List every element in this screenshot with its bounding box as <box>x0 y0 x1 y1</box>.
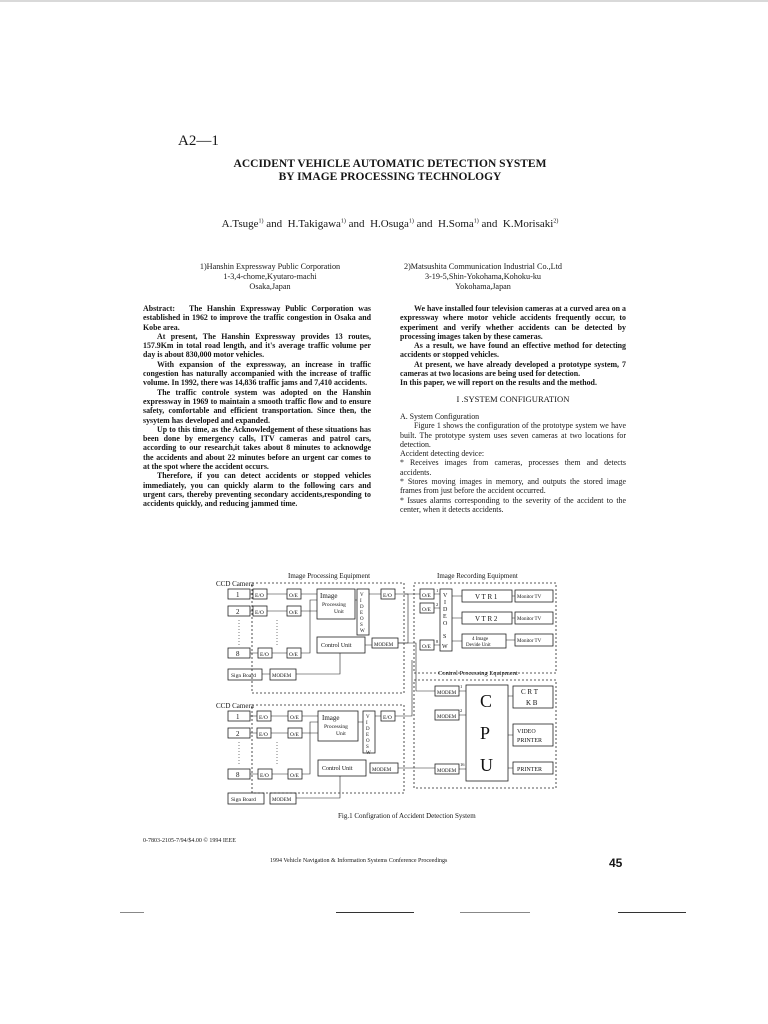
abstract-label: Abstract: <box>143 304 175 313</box>
body-paragraph: The traffic controle system was adopted on the Hanshin expressway in 1969 to maintain a smooth traffic flow and to ensure safety, comfortable and efficient transportation. Since then, the sysytem has developed and expanded. <box>143 387 371 425</box>
label-image: Image <box>320 592 338 600</box>
video-sw-char: V <box>366 715 370 720</box>
video-sw-char: S <box>443 634 447 640</box>
label-modem: MODEM <box>437 691 457 696</box>
author-separator: and <box>263 218 285 230</box>
label-modem: MODEM <box>374 643 394 648</box>
eo-label: E/O <box>260 773 269 779</box>
video-sw-char: I <box>444 600 446 606</box>
affiliation-line: 1)Hanshin Expressway Public Corporation <box>199 262 341 271</box>
label-vtr1: V T R 1 <box>475 593 498 601</box>
camera-number: 8 <box>236 650 240 658</box>
label-modem: MODEM <box>272 674 292 679</box>
affiliation-line: 3-19-5,Shin-Yokohama,Kohoku-ku <box>424 272 542 281</box>
title-line-1: ACCIDENT VEHICLE AUTOMATIC DETECTION SYSTEM <box>233 158 547 170</box>
video-sw-char: D <box>443 607 448 613</box>
label-ccd-camera: CCD Camera <box>216 702 254 710</box>
camera-number: 8 <box>236 771 240 779</box>
label-kb: K B <box>526 699 538 707</box>
eo-label: E/O <box>260 652 269 658</box>
video-sw-char: O <box>443 621 448 627</box>
port-label: 8 <box>436 639 439 644</box>
body-paragraph: Therefore, if you can detect accidents or stopped vehicles immediately, you can quickly alarm to the following cars and urgent cars, thereby preventing secondary accidents,responding to accidents quickly, and reducing jammed time. <box>143 471 371 509</box>
port-label: 2 <box>460 708 463 713</box>
scan-artifact-line <box>120 912 144 913</box>
video-sw-char: W <box>366 751 371 756</box>
eo-label: E/O <box>383 715 392 721</box>
oe-label: O/E <box>290 715 299 721</box>
video-sw-char: D <box>366 727 370 732</box>
video-sw-char: O <box>360 617 364 622</box>
video-sw-char: I <box>360 599 362 604</box>
port-label: 1 <box>460 684 463 689</box>
body-paragraph: At present, The Hanshin Expressway provides 13 routes, 157.9Km in total road length, and it's average traffic volume per day is about 830,000 motor vehicles. <box>143 331 371 360</box>
author-name: H.Takigawa <box>287 218 341 230</box>
affiliation-line: Yokohama,Japan <box>455 282 511 291</box>
video-sw-char: V <box>360 593 364 598</box>
page-number: 45 <box>609 856 623 870</box>
section-heading: I .SYSTEM CONFIGURATION <box>456 393 570 404</box>
eo-label: E/O <box>255 610 264 616</box>
author-affil-mark: 2) <box>553 218 559 225</box>
video-sw-char: W <box>442 644 448 650</box>
subsection-heading: A. System Configuration <box>400 411 480 421</box>
video-sw-char: I <box>366 721 368 726</box>
video-sw-char: E <box>366 733 370 738</box>
eo-label: E/O <box>383 593 392 599</box>
cpu-letter: C <box>480 691 493 711</box>
scan-artifact-line <box>618 912 686 913</box>
author-separator: and <box>345 218 368 230</box>
figure-caption: Fig.1 Configration of Accident Detection System <box>338 812 476 820</box>
camera-number: 1 <box>236 591 240 599</box>
author-affil-mark: 1) <box>340 218 346 225</box>
author-affil-mark: 1) <box>473 218 479 225</box>
label-crt: C R T <box>521 688 538 696</box>
bullet-item: * Issues alarms corresponding to the severity of the accident to the center, when it detects accidents. <box>400 495 626 514</box>
proceedings-line: 1994 Vehicle Navigation & Information Systems Conference Proceedings <box>270 858 448 864</box>
oe-label: O/E <box>289 593 298 599</box>
label-image-processing-equipment: Image Processing Equipment <box>288 572 371 580</box>
author-name: H.Osuga <box>370 218 409 230</box>
camera-number: 1 <box>236 713 240 721</box>
label-printer: PRINTER <box>517 767 543 773</box>
title-line-2: BY IMAGE PROCESSING TECHNOLOGY <box>278 171 502 183</box>
port-label: 1 <box>436 588 439 593</box>
author-affil-mark: 1) <box>408 218 414 225</box>
oe-label: O/E <box>290 732 299 738</box>
author-name: H.Soma <box>438 218 474 230</box>
label-sign-board: Sign Board <box>231 673 256 679</box>
label-vtr2: V T R 2 <box>475 615 498 623</box>
label-monitor-tv: Monitor TV <box>517 639 542 644</box>
oe-label: O/E <box>422 644 431 650</box>
author-name: K.Morisaki <box>502 218 554 230</box>
author-separator: and <box>478 218 501 230</box>
label-video: VIDEO <box>517 729 536 735</box>
label-modem: MODEM <box>372 768 392 773</box>
label-processing: Processing <box>324 724 348 730</box>
video-sw-char: D <box>360 605 364 610</box>
video-sw-char: O <box>366 739 370 744</box>
camera-number: 2 <box>236 730 240 738</box>
camera-number: 2 <box>236 608 240 616</box>
port-label: 2 <box>436 602 439 607</box>
body-paragraph: With expansion of the expressway, an increase in traffic congestion has naturally accompanied with the increase of traffic volume. In 1992, there was 14,836 traffic jams and 7,410 accidents. <box>143 359 371 388</box>
eo-label: E/O <box>255 593 264 599</box>
body-paragraph: Figure 1 shows the configuration of the prototype system we have built. The prototype system uses seven cameras at two locations for detection. <box>400 421 626 449</box>
scan-artifact-line <box>460 912 530 913</box>
section-id: A2—1 <box>178 133 219 149</box>
label-modem: MODEM <box>272 798 292 803</box>
label-image: Image <box>322 714 340 722</box>
body-paragraph: We have installed four television cameras at a curved area on a expressway where motor vehicle accidents frequently occur, to experiment and verify whether accidents can be detected by processing images taken by these cameras. <box>400 304 626 341</box>
body-paragraph: Up to this time, as the Acknowledgement of these situations has been done by emergency calls, ITV cameras and patrol cars, according to our research,it takes about 8 minutes to acknowdge the accidents and about 22 minutes before an urgent car comes to at the spot where the accident occurs. <box>143 424 371 472</box>
bullet-item: * Stores moving images in memory, and outputs the stored image frames from just before the accident occurred. <box>400 477 626 496</box>
video-sw-char: V <box>443 593 448 599</box>
oe-label: O/E <box>422 593 431 599</box>
label-devide-unit: Devide Unit <box>466 643 491 648</box>
affiliation-line: 2)Matsushita Communication Industrial Co.,Ltd <box>403 262 563 271</box>
oe-label: O/E <box>422 607 431 613</box>
label-control-unit: Control Unit <box>322 766 353 772</box>
video-sw-char: W <box>360 629 365 634</box>
label-ccd-camera: CCD Camera <box>216 580 254 588</box>
label-monitor-tv: Monitor TV <box>517 595 542 600</box>
device-label: Accident detecting device: <box>400 449 485 459</box>
label-unit: Unit <box>334 609 344 615</box>
label-sign-board: Sign Board <box>231 797 256 803</box>
author-separator: and <box>413 218 436 230</box>
affiliation-line: Osaka,Japan <box>249 282 291 291</box>
label-4-image: 4 Image <box>472 637 489 642</box>
label-control-processing-equipment: Control Processing Equipment <box>438 670 518 677</box>
port-label: 16 <box>460 762 465 767</box>
scan-artifact-line <box>336 912 414 913</box>
oe-label: O/E <box>289 652 298 658</box>
cpu-letter: U <box>480 755 493 775</box>
author-name: A.Tsuge <box>221 218 259 230</box>
eo-label: E/O <box>259 732 268 738</box>
label-modem: MODEM <box>437 715 457 720</box>
body-paragraph: As a result, we have found an effective method for detecting accidents or stopped vehicles. <box>400 341 626 360</box>
video-sw-char: S <box>360 623 363 628</box>
copyright-line: 0-7803-2105-7/94/$4.00 © 1994 IEEE <box>143 838 236 844</box>
affiliation-line: 1-3,4-chome,Kyutaro-machi <box>223 272 317 281</box>
abstract-text: The Hanshin Expressway Public Corporation was established in 1962 to improve the traffic congestion in Osaka and Kobe area. <box>143 304 371 332</box>
label-processing: Processing <box>322 602 346 608</box>
body-paragraph: At present, we have already developed a prototype system, 7 cameras at two locasions are being used for detection. <box>400 359 626 379</box>
oe-label: O/E <box>289 610 298 616</box>
bullet-item: * Receives images from cameras, processes them and detects accidents. <box>400 458 626 477</box>
video-sw-char: E <box>443 614 447 620</box>
label-unit: Unit <box>336 731 346 737</box>
cpu-letter: P <box>480 723 491 743</box>
oe-label: O/E <box>290 773 299 779</box>
label-image-recording-equipment: Image Recording Equipment <box>437 572 518 580</box>
eo-label: E/O <box>259 715 268 721</box>
video-sw-char: S <box>366 745 369 750</box>
video-sw-char: E <box>360 611 364 616</box>
label-monitor-tv: Monitor TV <box>517 617 542 622</box>
author-affil-mark: 1) <box>258 218 264 225</box>
label-control-unit: Control Unit <box>321 643 352 649</box>
label-printer: PRINTER <box>517 738 543 744</box>
label-modem: MODEM <box>437 769 457 774</box>
body-paragraph: In this paper, we will report on the results and the method. <box>400 378 597 388</box>
